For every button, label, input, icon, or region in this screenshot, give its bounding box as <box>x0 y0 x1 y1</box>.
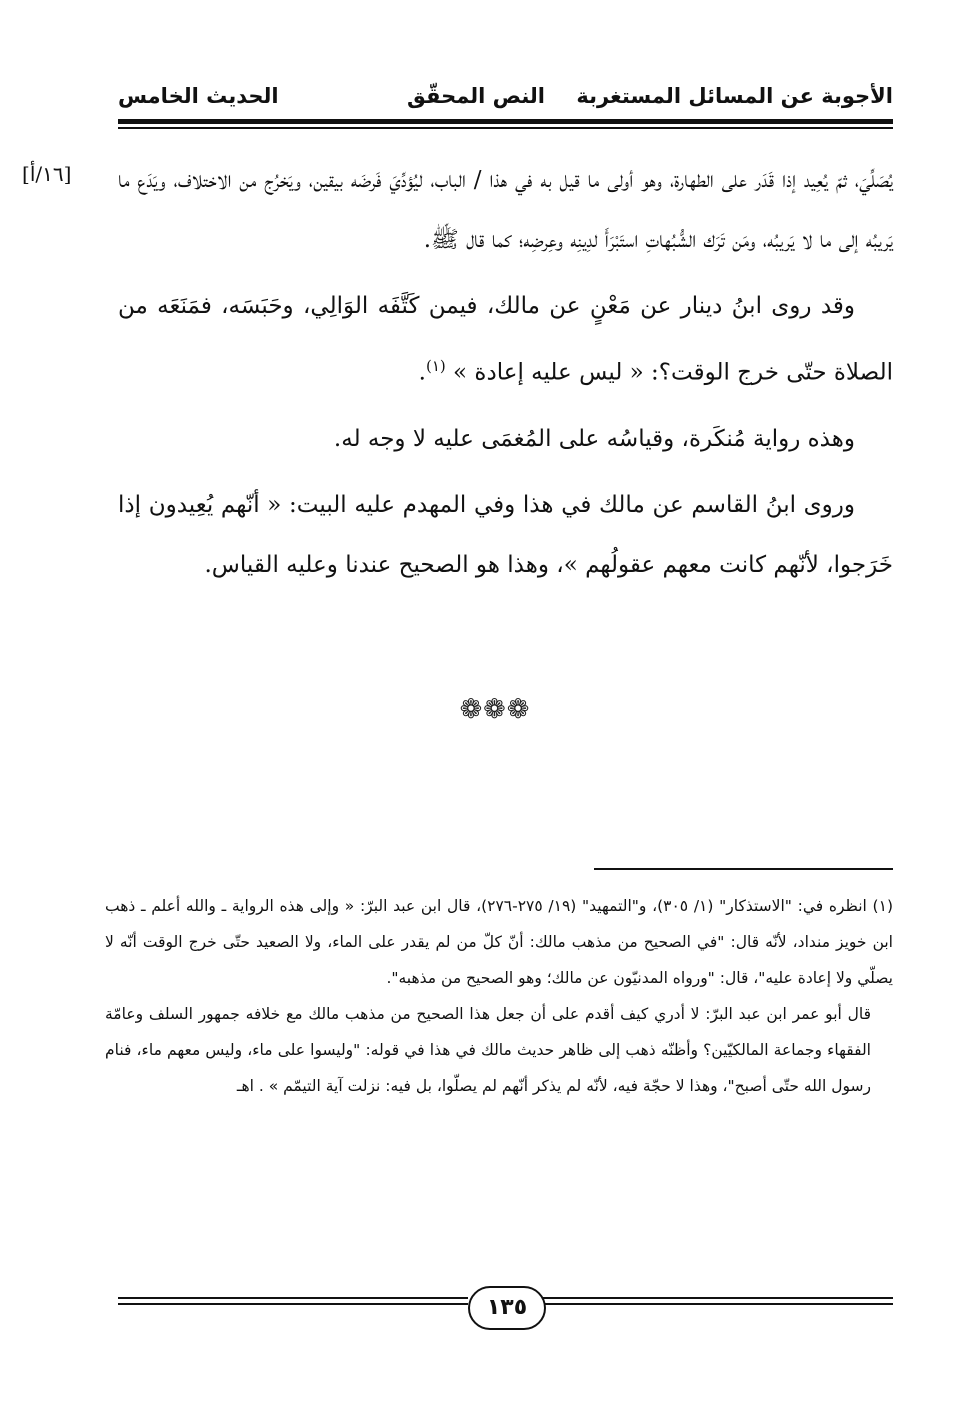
footnote-1-continuation: قال أبو عمر ابن عبد البرّ: لا أدري كيف أقدم على أن جعل هذا الصحيح من مذهب مالك مع خلافه جمهور السلف وعامّة الفقهاء وجماعة المالكيّين؟ وأظنّه ذهب إلى ظاهر حديث مالك في هذا في قوله: "وليسوا على ماء، وليس معهم ماء، فنام رسول الله حتّى أصبح"، وهذا لا حجّة فيه، لأنّه لم يذكر أنّهم لم يصلّوا، بل فيه: نزلت آية التيمّم » . اهـ <box>105 1005 871 1095</box>
paragraph-1: يُصَلِّيَ، ثمّ يُعِيد إذا قَدَر على الطهارة، وهو أولى ما قيل به في هذا / الباب، ليُؤدِّيَ فَرضَه بيقين، ويَخرُج من الاختلاف، ويَدَع ما يَريبُه إلى ما لا يَريبُه، ومَن تَرَك الشُّبُهاتِ استَبْرَأَ لدِينِه وعِرضِه؛ كما قال ﷺ. <box>118 167 893 253</box>
paragraph-3: وهذه رواية مُنكَرة، وقياسُه على المُغمَى عليه لا وجه له. <box>333 425 855 452</box>
footer-rule-left-thin <box>118 1303 468 1305</box>
header-rule-thick <box>118 119 893 124</box>
paragraph-2-end: . <box>418 359 426 386</box>
paragraph-2 <box>118 276 893 403</box>
page-footer <box>118 1284 893 1334</box>
manuscript-folio-marker: [١٦/أ] <box>22 162 72 186</box>
header-book-title: الأجوبة عن المسائل المستغربة <box>576 84 893 108</box>
footer-rule-right-thick <box>542 1297 893 1299</box>
footer-rule-left-thick <box>118 1297 468 1299</box>
main-text <box>118 150 893 595</box>
footer-rule-right-thin <box>542 1303 893 1305</box>
footnote-reference[interactable]: (١) <box>425 357 446 375</box>
paragraph-2-text: وقد روى ابنُ دينار عن مَعْنٍ عن مالك، فيمن كَتَّفَه الوَالِي، وحَبَسَه، فمَنَعَه من الصلاة حتّى خرج الوقت؟: « ليس عليه إعادة » <box>118 293 893 386</box>
header-chapter-title: الحديث الخامس <box>118 84 279 108</box>
header-section-title: النص المحقّق <box>407 84 545 108</box>
footnote-1: (١) انظره في: "الاستذكار" (١/ ٣٠٥)، و"التمهيد" (١٩/ ٢٧٥-٢٧٦)، قال ابن عبد البرّ: « وإلى هذه الرواية ـ والله أعلم ـ ذهب ابن خويز منداد، لأنّه قال: "في الصحيح من مذهب مالك: أنّ كلّ من لم يقدر على الماء، ولا الصعيد حتّى خرج الوقت أنّه لا يصلّي ولا إعادة عليه"، قال: "ورواه المدنيّون عن مالك؛ وهو الصحيح من مذهبه". <box>105 897 893 987</box>
running-header <box>118 80 893 116</box>
footnotes <box>105 888 893 1104</box>
section-divider-ornament: ❁❁❁ <box>459 694 531 725</box>
page-number: ١٣٥ <box>468 1286 546 1330</box>
paragraph-4: وروى ابنُ القاسم عن مالك في هذا وفي المهدم عليه البيت: « أنّهم يُعِيدون إذا خَرَجوا، لأنّهم كانت معهم عقولُهم »، وهذا هو الصحيح عندنا وعليه القياس. <box>118 491 893 578</box>
header-rule-thin <box>118 127 893 129</box>
footnote-separator <box>594 868 893 870</box>
